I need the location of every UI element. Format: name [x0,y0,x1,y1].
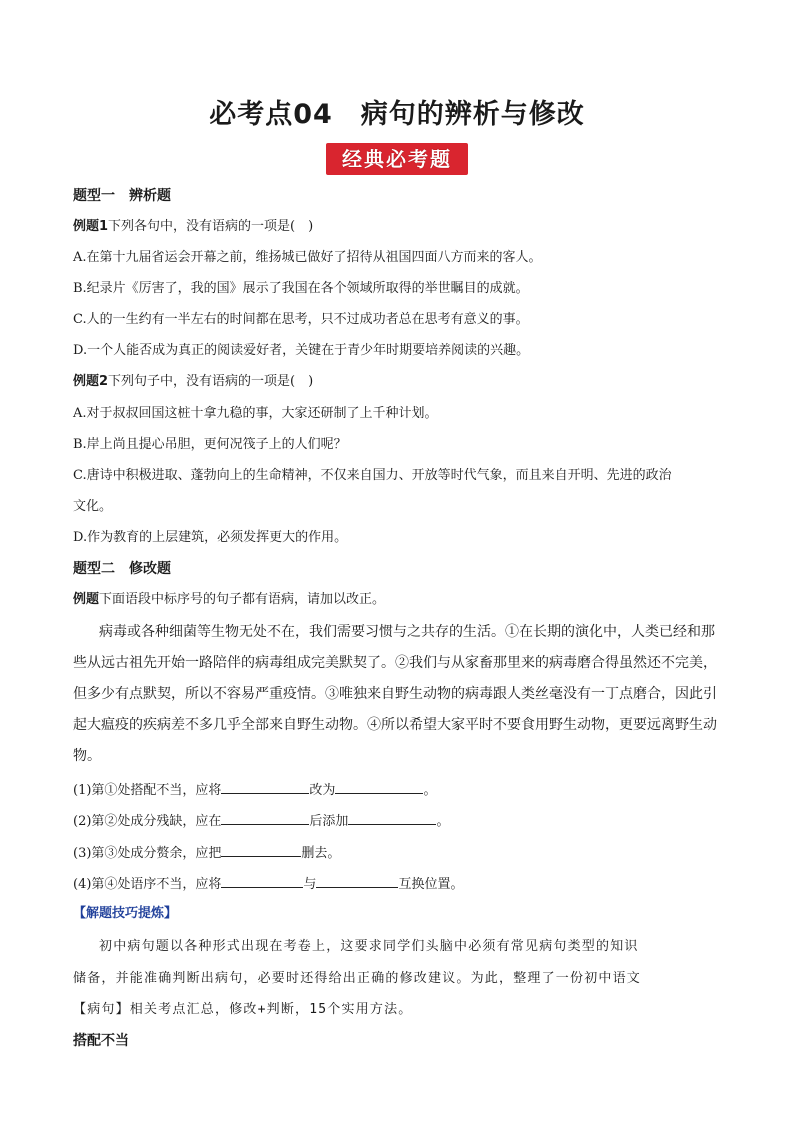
passage-line-4: 起大瘟疫的疾病差不多几乎全部来自野生动物。④所以希望大家平时不要食用野生动物，更要远离野生动 [73,717,717,733]
example1-option-a: A.在第十九届省运会开幕之前，维扬城已做好了招待从祖国四面八方而来的客人。 [73,250,542,265]
example2-option-c-cont: 文化。 [73,499,113,514]
example1-label: 例题1 [73,219,109,234]
banner-text: 经典必考题 [342,147,452,171]
tips-line-2: 储备，并能准确判断出病句，必要时还得给出正确的修改建议。为此，整理了一份初中语文 [73,971,642,986]
fill-item-1 [73,779,436,801]
fill-blank[interactable] [348,810,436,825]
fill-item-3-prefix: (3)第③处成分赘余，应把 [73,846,222,861]
example1-question: 下列各句中，没有语病的一项是( ) [108,219,314,234]
example1-option-b: B.纪录片《厉害了，我的国》展示了我国在各个领域所取得的举世瞩目的成就。 [73,281,529,296]
passage-line-1: 病毒或各种细菌等生物无处不在，我们需要习惯与之共存的生活。①在长期的演化中，人类已经和那 [99,624,715,640]
fill-item-4-suffix: 互换位置。 [398,877,464,892]
example2-question-line [73,372,313,392]
fill-item-4 [73,873,463,895]
fill-item-2 [73,810,449,832]
example3-question: 下面语段中标序号的句子都有语病，请加以改正。 [99,592,386,607]
fill-item-2-mid: 后添加 [309,814,349,829]
section1-heading: 题型一 辨析题 [73,188,171,204]
page-title: 必考点04 病句的辨析与修改 [209,99,585,130]
fill-item-4-prefix: (4)第④处语序不当，应将 [73,877,222,892]
example1-question-line [73,217,313,237]
example1-option-c: C.人的一生约有一半左右的时间都在思考，只不过成功者总在思考有意义的事。 [73,312,529,327]
fill-blank[interactable] [221,842,301,857]
tips-label: 【解题技巧提炼】 [73,906,178,921]
example2-option-c: C.唐诗中积极进取、蓬勃向上的生命精神，不仅来自国力、开放等时代气象，而且来自开明、先进的政治 [73,468,672,483]
tips-line-3: 【病句】相关考点汇总，修改+判断，15个实用方法。 [73,1002,413,1017]
tips-line-1: 初中病句题以各种形式出现在考卷上，这要求同学们头脑中必须有常见病句类型的知识 [99,939,639,954]
example2-option-b: B.岸上尚且提心吊胆，更何况筏子上的人们呢？ [73,437,347,452]
fill-blank[interactable] [316,873,398,888]
banner-badge [326,143,468,175]
fill-item-3 [73,842,340,864]
fill-item-3-mid: 删去。 [301,846,341,861]
fill-item-1-mid: 改为 [309,783,336,798]
section3-heading: 搭配不当 [73,1033,129,1049]
example2-option-a: A.对于叔叔回国这桩十拿九稳的事，大家还研制了上千种计划。 [73,406,438,421]
passage-line-3: 但多少有点默契，所以不容易严重疫情。③唯独来自野生动物的病毒跟人类丝毫没有一丁点磨合，因此引 [73,686,717,702]
fill-blank[interactable] [221,779,309,794]
fill-item-1-prefix: (1)第①处搭配不当，应将 [73,783,222,798]
passage-line-5: 物。 [73,748,101,764]
example3-question-line [73,590,385,610]
example2-label: 例题2 [73,374,109,389]
fill-item-2-suffix: 。 [436,814,450,829]
fill-blank[interactable] [221,810,309,825]
example2-option-d: D.作为教育的上层建筑，必须发挥更大的作用。 [73,530,348,545]
example1-option-d: D.一个人能否成为真正的阅读爱好者，关键在于青少年时期要培养阅读的兴趣。 [73,343,530,358]
passage-line-2: 些从远古祖先开始一路陪伴的病毒组成完美默契了。②我们与从家畜那里来的病毒磨合得虽然还不完美， [73,655,717,671]
fill-blank[interactable] [335,779,423,794]
example3-label: 例题 [73,592,100,607]
fill-item-4-mid: 与 [303,877,317,892]
section2-heading: 题型二 修改题 [73,561,171,577]
fill-item-1-suffix: 。 [423,783,437,798]
fill-blank[interactable] [221,873,303,888]
fill-item-2-prefix: (2)第②处成分残缺，应在 [73,814,222,829]
example2-question: 下列句子中，没有语病的一项是( ) [108,374,314,389]
